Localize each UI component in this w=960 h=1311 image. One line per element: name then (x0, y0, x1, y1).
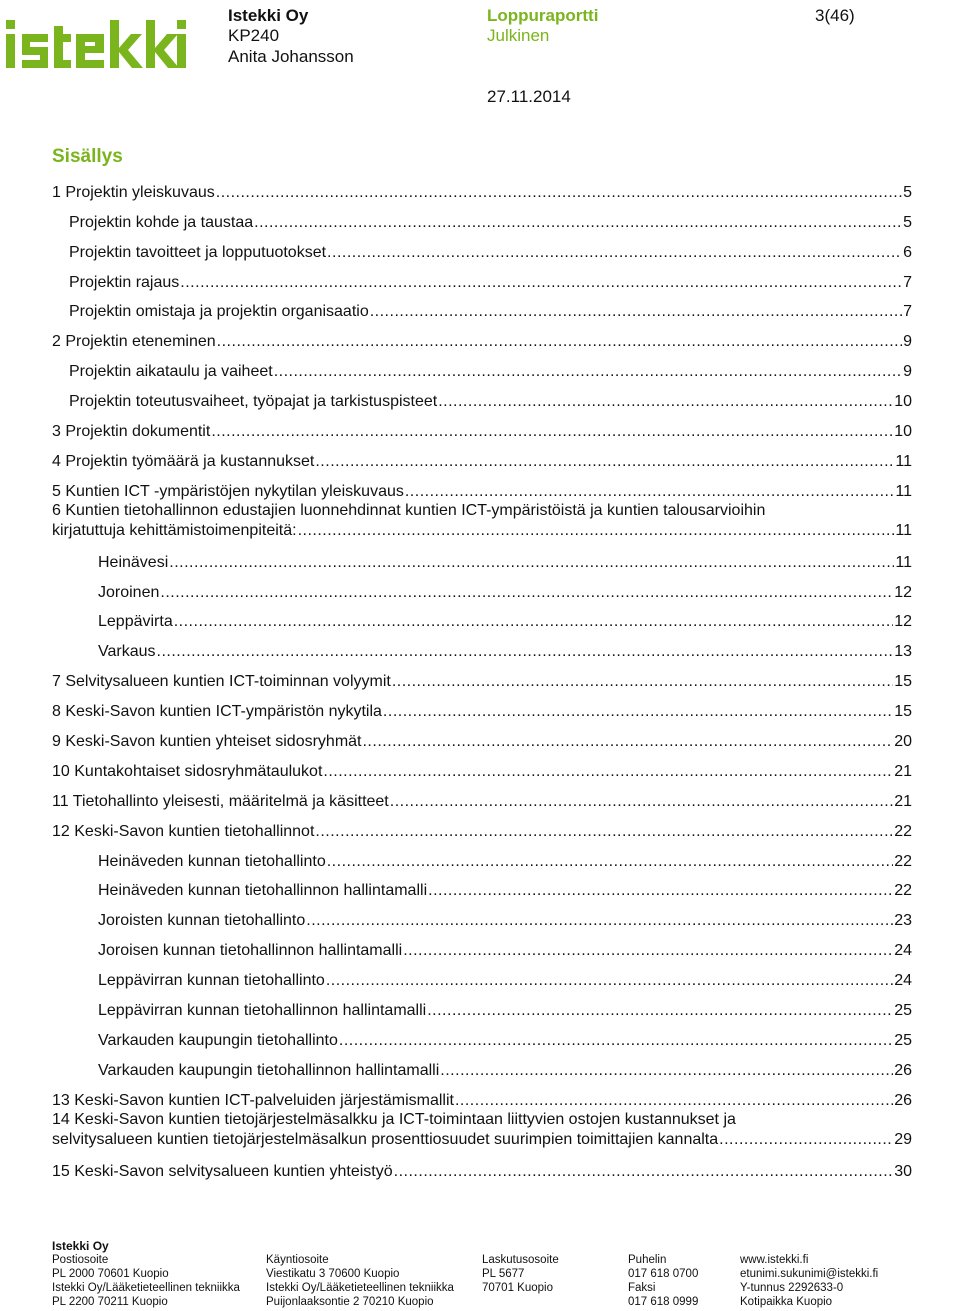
toc-leader (390, 793, 893, 811)
toc-leader (326, 972, 893, 990)
toc-leader (392, 673, 893, 691)
toc-entry-text: 4 Projektin työmäärä ja kustannukset (52, 452, 315, 470)
toc-entry[interactable] (52, 1020, 912, 1050)
toc-leader (440, 1062, 893, 1080)
footer-line: PL 5677 (482, 1268, 525, 1280)
toc-leader (370, 303, 902, 321)
toc-entry[interactable] (52, 900, 912, 930)
toc-entry-text: 11 Tietohallinto yleisesti, määritelmä ja käsitteet (52, 792, 389, 810)
toc-page-number: 25 (894, 1031, 912, 1049)
toc-leader (438, 393, 893, 411)
toc-entry[interactable] (52, 262, 912, 292)
toc-entry[interactable] (52, 1050, 912, 1080)
toc-entry[interactable] (52, 781, 912, 811)
toc-page-number: 26 (894, 1061, 912, 1079)
footer-line: PL 2200 70211 Kuopio (52, 1296, 168, 1308)
toc-entry-text: 14 Keski-Savon kuntien tietojärjestelmäsalkku ja ICT-toimintaan liittyvien ostojen kustannukset ja (52, 1110, 736, 1128)
toc-entry[interactable] (52, 990, 912, 1020)
footer-line: 017 618 0700 (628, 1268, 699, 1280)
toc-entry-text: Heinäveden kunnan tietohallinnon hallintamalli (98, 882, 428, 900)
toc-entry[interactable] (52, 232, 912, 262)
toc-leader (455, 1092, 893, 1110)
footer-line: Postiosoite (52, 1254, 109, 1266)
toc-page-number: 13 (894, 643, 912, 661)
toc-entry-text: 5 Kuntien ICT -ympäristöjen nykytilan yleiskuvaus (52, 482, 404, 500)
toc-entry[interactable] (52, 871, 912, 901)
toc-entry-text: Leppävirta (98, 613, 173, 631)
footer-column (266, 1253, 482, 1309)
toc-entry-text: Heinävesi (98, 553, 169, 571)
toc-entry[interactable] (52, 751, 912, 781)
toc-entry[interactable] (52, 960, 912, 990)
toc-entry[interactable] (52, 471, 912, 501)
toc-leader (327, 244, 902, 262)
toc-page-number: 21 (894, 762, 912, 780)
toc-page-number: 10 (894, 423, 912, 441)
toc-entry-text-cont: selvitysalueen kuntien tietojärjestelmäsalkun prosenttiosuudet suurimpien toimittajien kannalta (52, 1130, 719, 1148)
header-author: Anita Johansson (228, 47, 354, 66)
toc-entry-text: Varkauden kaupungin tietohallinnon hallintamalli (98, 1061, 440, 1079)
toc-leader (394, 1163, 894, 1181)
toc-leader (217, 333, 902, 351)
toc-leader (174, 613, 893, 631)
toc-entry[interactable] (52, 721, 912, 751)
footer-line: 70701 Kuopio (482, 1282, 553, 1294)
toc-entry-text: 6 Kuntien tietohallinnon edustajien luonnehdinnat kuntien ICT-ympäristöistä ja kuntien talousarvioihin (52, 501, 766, 519)
toc-entry[interactable] (52, 661, 912, 691)
footer (52, 1239, 952, 1309)
toc-leader (306, 912, 893, 930)
toc-entry[interactable] (52, 501, 912, 542)
header-doc-type: Loppuraportti (487, 6, 599, 25)
toc-entry-text: 12 Keski-Savon kuntien tietohallinnot (52, 822, 315, 840)
footer-line: Puijonlaaksontie 2 70210 Kuopio (266, 1296, 434, 1308)
toc-entry-text: 10 Kuntakohtaiset sidosryhmätaulukot (52, 762, 323, 780)
toc-entry[interactable] (52, 351, 912, 381)
header-project-code: KP240 (228, 26, 280, 45)
toc-entry-text: Leppävirran kunnan tietohallinto (98, 972, 325, 990)
toc-page-number: 10 (894, 393, 912, 411)
toc-entry[interactable] (52, 542, 912, 572)
toc-leader (719, 1130, 893, 1150)
toc-entry-text: Projektin toteutusvaiheet, työpajat ja tarkistuspisteet (69, 393, 438, 411)
toc-entry-text: Projektin omistaja ja projektin organisaatio (69, 303, 369, 321)
footer-line: Puhelin (628, 1254, 667, 1266)
footer-line: Viestikatu 3 70600 Kuopio (266, 1268, 400, 1280)
toc-page-number: 11 (895, 482, 912, 500)
toc-entry-text: 1 Projektin yleiskuvaus (52, 183, 215, 201)
toc-entry-text: 9 Keski-Savon kuntien yhteiset sidosryhmät (52, 733, 362, 751)
toc-entry[interactable] (52, 172, 912, 202)
footer-line: Laskutusosoite (482, 1254, 559, 1266)
toc-page-number: 11 (895, 452, 912, 470)
toc-page-number: 12 (894, 613, 912, 631)
toc-leader (403, 942, 893, 960)
toc-page-number: 24 (894, 942, 912, 960)
toc-entry-text: Projektin tavoitteet ja lopputuotokset (69, 243, 327, 261)
toc-entry-text: Projektin kohde ja taustaa (69, 213, 254, 231)
toc-entry-text: Heinäveden kunnan tietohallinto (98, 852, 326, 870)
footer-line: Kotipaikka Kuopio (740, 1296, 833, 1308)
toc-leader (160, 584, 893, 602)
toc-leader (323, 763, 893, 781)
toc-entry-text: Joroisen kunnan tietohallinnon hallintamalli (98, 942, 403, 960)
footer-column (52, 1253, 266, 1309)
toc-entry-text: Varkauden kaupungin tietohallinto (98, 1031, 338, 1049)
toc-leader (405, 483, 895, 501)
toc-leader (211, 423, 893, 441)
toc-page-number: 24 (894, 972, 912, 990)
toc-leader (298, 521, 895, 541)
toc-entry-text: Joroisten kunnan tietohallinto (98, 912, 306, 930)
header-company: Istekki Oy (228, 6, 309, 25)
toc-leader (327, 853, 893, 871)
footer-line: Istekki Oy/Lääketieteellinen tekniikka (266, 1282, 454, 1294)
toc-entry[interactable] (52, 202, 912, 232)
table-of-contents (52, 172, 912, 1181)
toc-leader (169, 554, 894, 572)
toc-entry[interactable] (52, 841, 912, 871)
toc-page-number: 29 (894, 1130, 912, 1148)
toc-leader (157, 643, 894, 661)
footer-line (482, 1295, 628, 1309)
toc-leader (362, 733, 893, 751)
toc-page-number: 22 (894, 822, 912, 840)
toc-page-number: 5 (903, 183, 912, 201)
toc-page-number: 9 (903, 363, 912, 381)
footer-line: Istekki Oy/Lääketieteellinen tekniikka (52, 1282, 240, 1294)
toc-entry[interactable] (52, 381, 912, 411)
toc-entry[interactable] (52, 572, 912, 602)
header-visibility: Julkinen (487, 26, 550, 45)
toc-leader (274, 363, 902, 381)
footer-line: Käyntiosoite (266, 1254, 329, 1266)
toc-page-number: 11 (895, 521, 912, 539)
toc-leader (254, 214, 902, 232)
toc-page-number: 7 (903, 273, 912, 291)
toc-entry[interactable] (52, 631, 912, 661)
header-date: 27.11.2014 (487, 87, 571, 106)
toc-page-number: 30 (894, 1162, 912, 1180)
toc-entry-text: 3 Projektin dokumentit (52, 423, 211, 441)
toc-entry[interactable] (52, 292, 912, 322)
footer-column (628, 1253, 740, 1309)
footer-line: PL 2000 70601 Kuopio (52, 1268, 169, 1280)
toc-entry[interactable] (52, 1110, 912, 1151)
toc-page-number: 26 (894, 1091, 912, 1109)
toc-page-number: 22 (894, 852, 912, 870)
toc-page-number: 20 (894, 733, 912, 751)
toc-page-number: 21 (894, 792, 912, 810)
toc-leader (383, 703, 893, 721)
toc-title: Sisällys (52, 146, 123, 167)
istekki-logo (6, 18, 186, 70)
toc-page-number: 12 (894, 583, 912, 601)
toc-entry[interactable] (52, 321, 912, 351)
toc-entry-text: Varkaus (98, 643, 156, 661)
toc-page-number: 6 (903, 243, 912, 261)
toc-leader (315, 453, 894, 471)
footer-line: etunimi.sukunimi@istekki.fi (740, 1268, 879, 1280)
toc-entry[interactable] (52, 602, 912, 632)
toc-page-number: 11 (895, 553, 912, 571)
toc-leader (315, 823, 893, 841)
footer-line: www.istekki.fi (740, 1254, 809, 1266)
toc-entry-text: Projektin rajaus (69, 273, 180, 291)
toc-entry-text-cont: kirjatuttuja kehittämistoimenpiteitä: (52, 521, 297, 539)
toc-entry[interactable] (52, 811, 912, 841)
toc-entry[interactable] (52, 1151, 912, 1181)
footer-company: Istekki Oy (52, 1239, 109, 1253)
toc-leader (428, 882, 893, 900)
footer-column (740, 1253, 920, 1309)
toc-entry[interactable] (52, 441, 912, 471)
toc-page-number: 7 (903, 303, 912, 321)
toc-entry-text: 13 Keski-Savon kuntien ICT-palveluiden järjestämismallit (52, 1091, 454, 1109)
toc-entry[interactable] (52, 930, 912, 960)
toc-entry-text: Joroinen (98, 583, 160, 601)
footer-line: Faksi (628, 1282, 656, 1294)
toc-entry-text: 8 Keski-Savon kuntien ICT-ympäristön nykytila (52, 703, 382, 721)
footer-column (482, 1253, 628, 1309)
header-page-number: 3(46) (815, 6, 855, 25)
toc-entry[interactable] (52, 1080, 912, 1110)
toc-page-number: 25 (894, 1002, 912, 1020)
toc-entry-text: Leppävirran kunnan tietohallinnon hallintamalli (98, 1002, 427, 1020)
toc-entry-text: Projektin aikataulu ja vaiheet (69, 363, 273, 381)
toc-leader (216, 184, 902, 202)
toc-entry[interactable] (52, 691, 912, 721)
toc-entry-text: 15 Keski-Savon selvitysalueen kuntien yhteistyö (52, 1162, 393, 1180)
toc-page-number: 5 (903, 213, 912, 231)
toc-page-number: 15 (894, 673, 912, 691)
toc-leader (427, 1002, 893, 1020)
footer-line: Y-tunnus 2292633-0 (740, 1282, 844, 1294)
toc-entry-text: 2 Projektin eteneminen (52, 333, 216, 351)
toc-page-number: 22 (894, 882, 912, 900)
toc-page-number: 15 (894, 703, 912, 721)
toc-leader (339, 1032, 893, 1050)
toc-entry-text: 7 Selvitysalueen kuntien ICT-toiminnan volyymit (52, 673, 391, 691)
toc-page-number: 9 (903, 333, 912, 351)
footer-line: 017 618 0999 (628, 1296, 699, 1308)
toc-leader (180, 274, 902, 292)
toc-entry[interactable] (52, 411, 912, 441)
toc-page-number: 23 (894, 912, 912, 930)
